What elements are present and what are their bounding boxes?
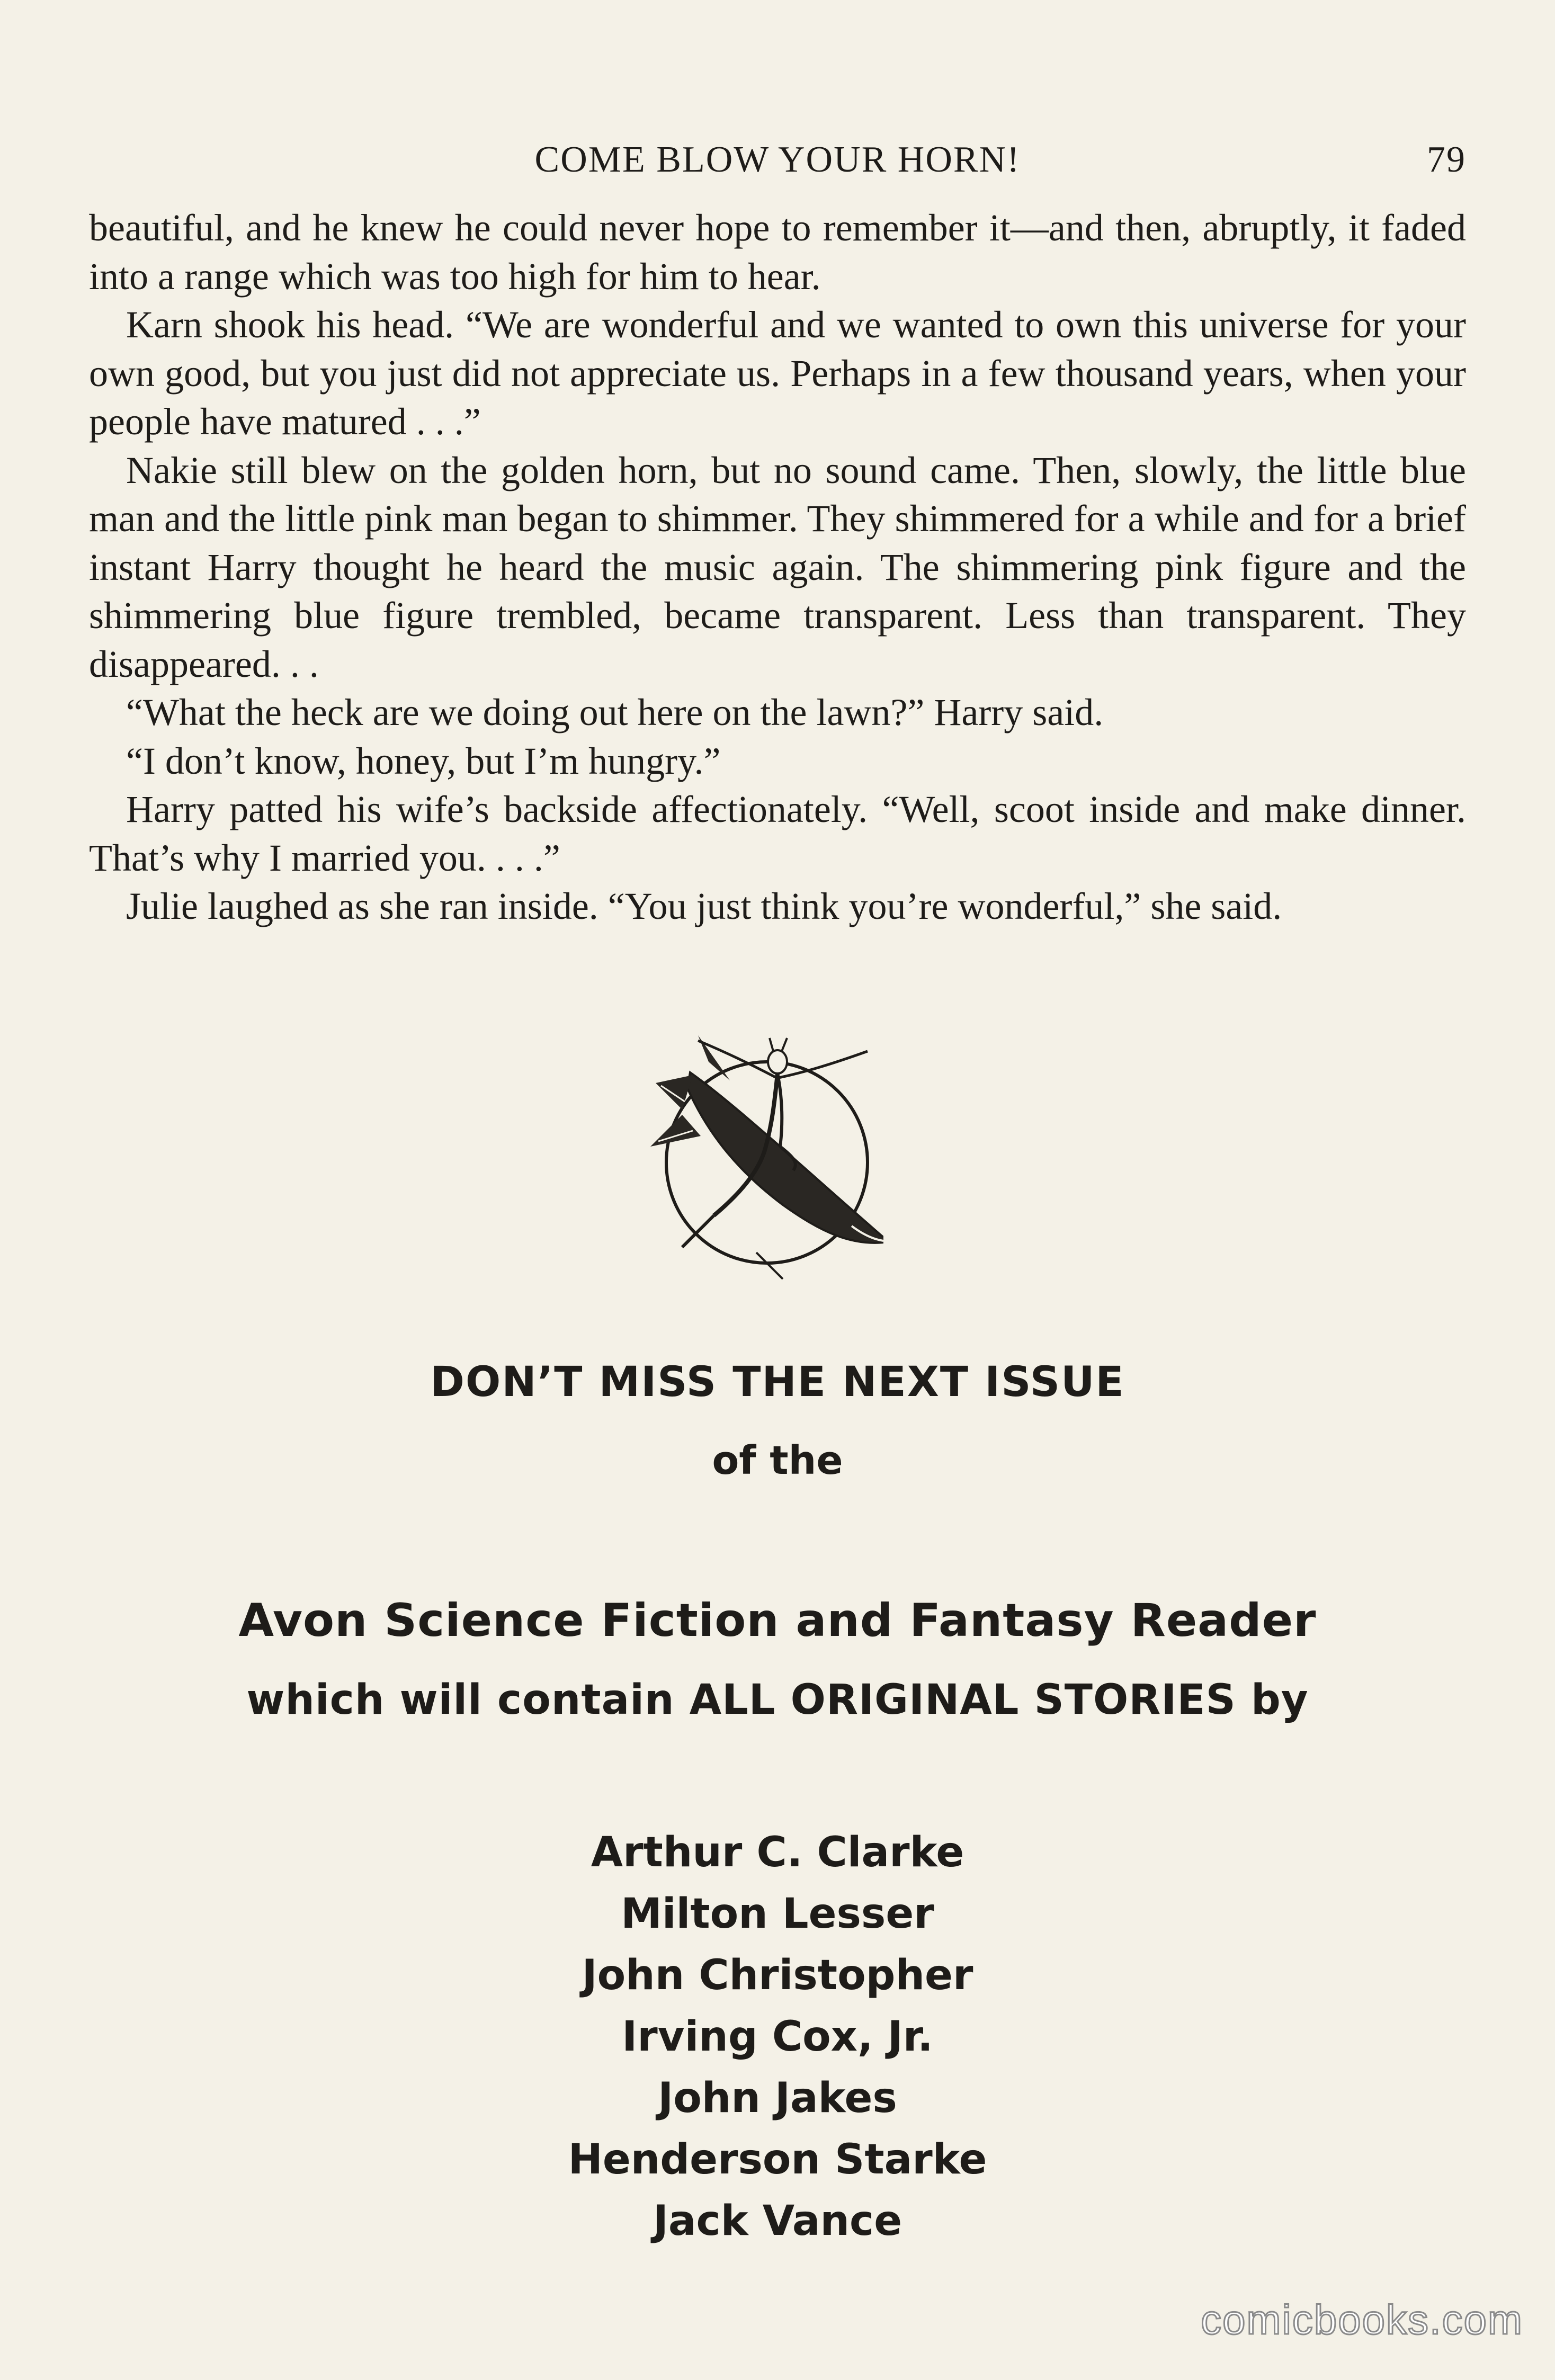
rocket-rider-emblem-icon	[650, 1030, 883, 1284]
ad-heading: DON’T MISS THE NEXT ISSUE	[430, 1358, 1125, 1406]
author-name: Irving Cox, Jr.	[622, 2013, 933, 2061]
story-paragraph: Nakie still blew on the golden horn, but no sound came. Then, slowly, the little blue man and the little pink man began to shimmer. They shimmered for a while and for a brief instant Harry thought he heard the music again. The shimmering pink figure and the shimmering blue figure trembled, became transparent. Less than transparent. They disappeared. . .	[89, 449, 1466, 685]
story-paragraph: Karn shook his head. “We are wonderful and we wanted to own this universe for your own good, but you just did not appreciate us. Perhaps in a few thousand years, when your people have matured . . .”	[89, 303, 1466, 443]
ad-subheading: of the	[712, 1438, 843, 1483]
ad-contents-line: which will contain ALL ORIGINAL STORIES by	[246, 1676, 1309, 1724]
story-paragraph: Julie laughed as she ran inside. “You just think you’re wonderful,” she said.	[126, 885, 1282, 927]
story-paragraph: “I don’t know, honey, but I’m hungry.”	[126, 739, 721, 782]
running-head	[89, 139, 1466, 186]
story-paragraph: “What the heck are we doing out here on the lawn?” Harry said.	[126, 691, 1104, 733]
story-paragraph: beautiful, and he knew he could never hope to remember it—and then, abruptly, it faded into a range which was too high for him to hear.	[89, 207, 1466, 298]
author-list	[0, 1822, 1555, 2252]
author-name: Arthur C. Clarke	[591, 1829, 964, 1876]
author-name: Henderson Starke	[568, 2136, 987, 2184]
author-name: John Jakes	[658, 2074, 897, 2122]
author-name: John Christopher	[582, 1952, 973, 1999]
story-text	[89, 204, 1466, 931]
watermark: comicbooks.com	[1201, 2296, 1523, 2343]
author-name: Jack Vance	[653, 2197, 902, 2245]
author-name: Milton Lesser	[621, 1890, 934, 1938]
story-paragraph: Harry patted his wife’s backside affectionately. “Well, scoot inside and make dinner. That’s why I married you. . . .”	[89, 788, 1466, 879]
running-title: COME BLOW YOUR HORN!	[534, 139, 1021, 180]
page-number: 79	[1427, 139, 1466, 180]
magazine-title: Avon Science Fiction and Fantasy Reader	[238, 1594, 1317, 1647]
